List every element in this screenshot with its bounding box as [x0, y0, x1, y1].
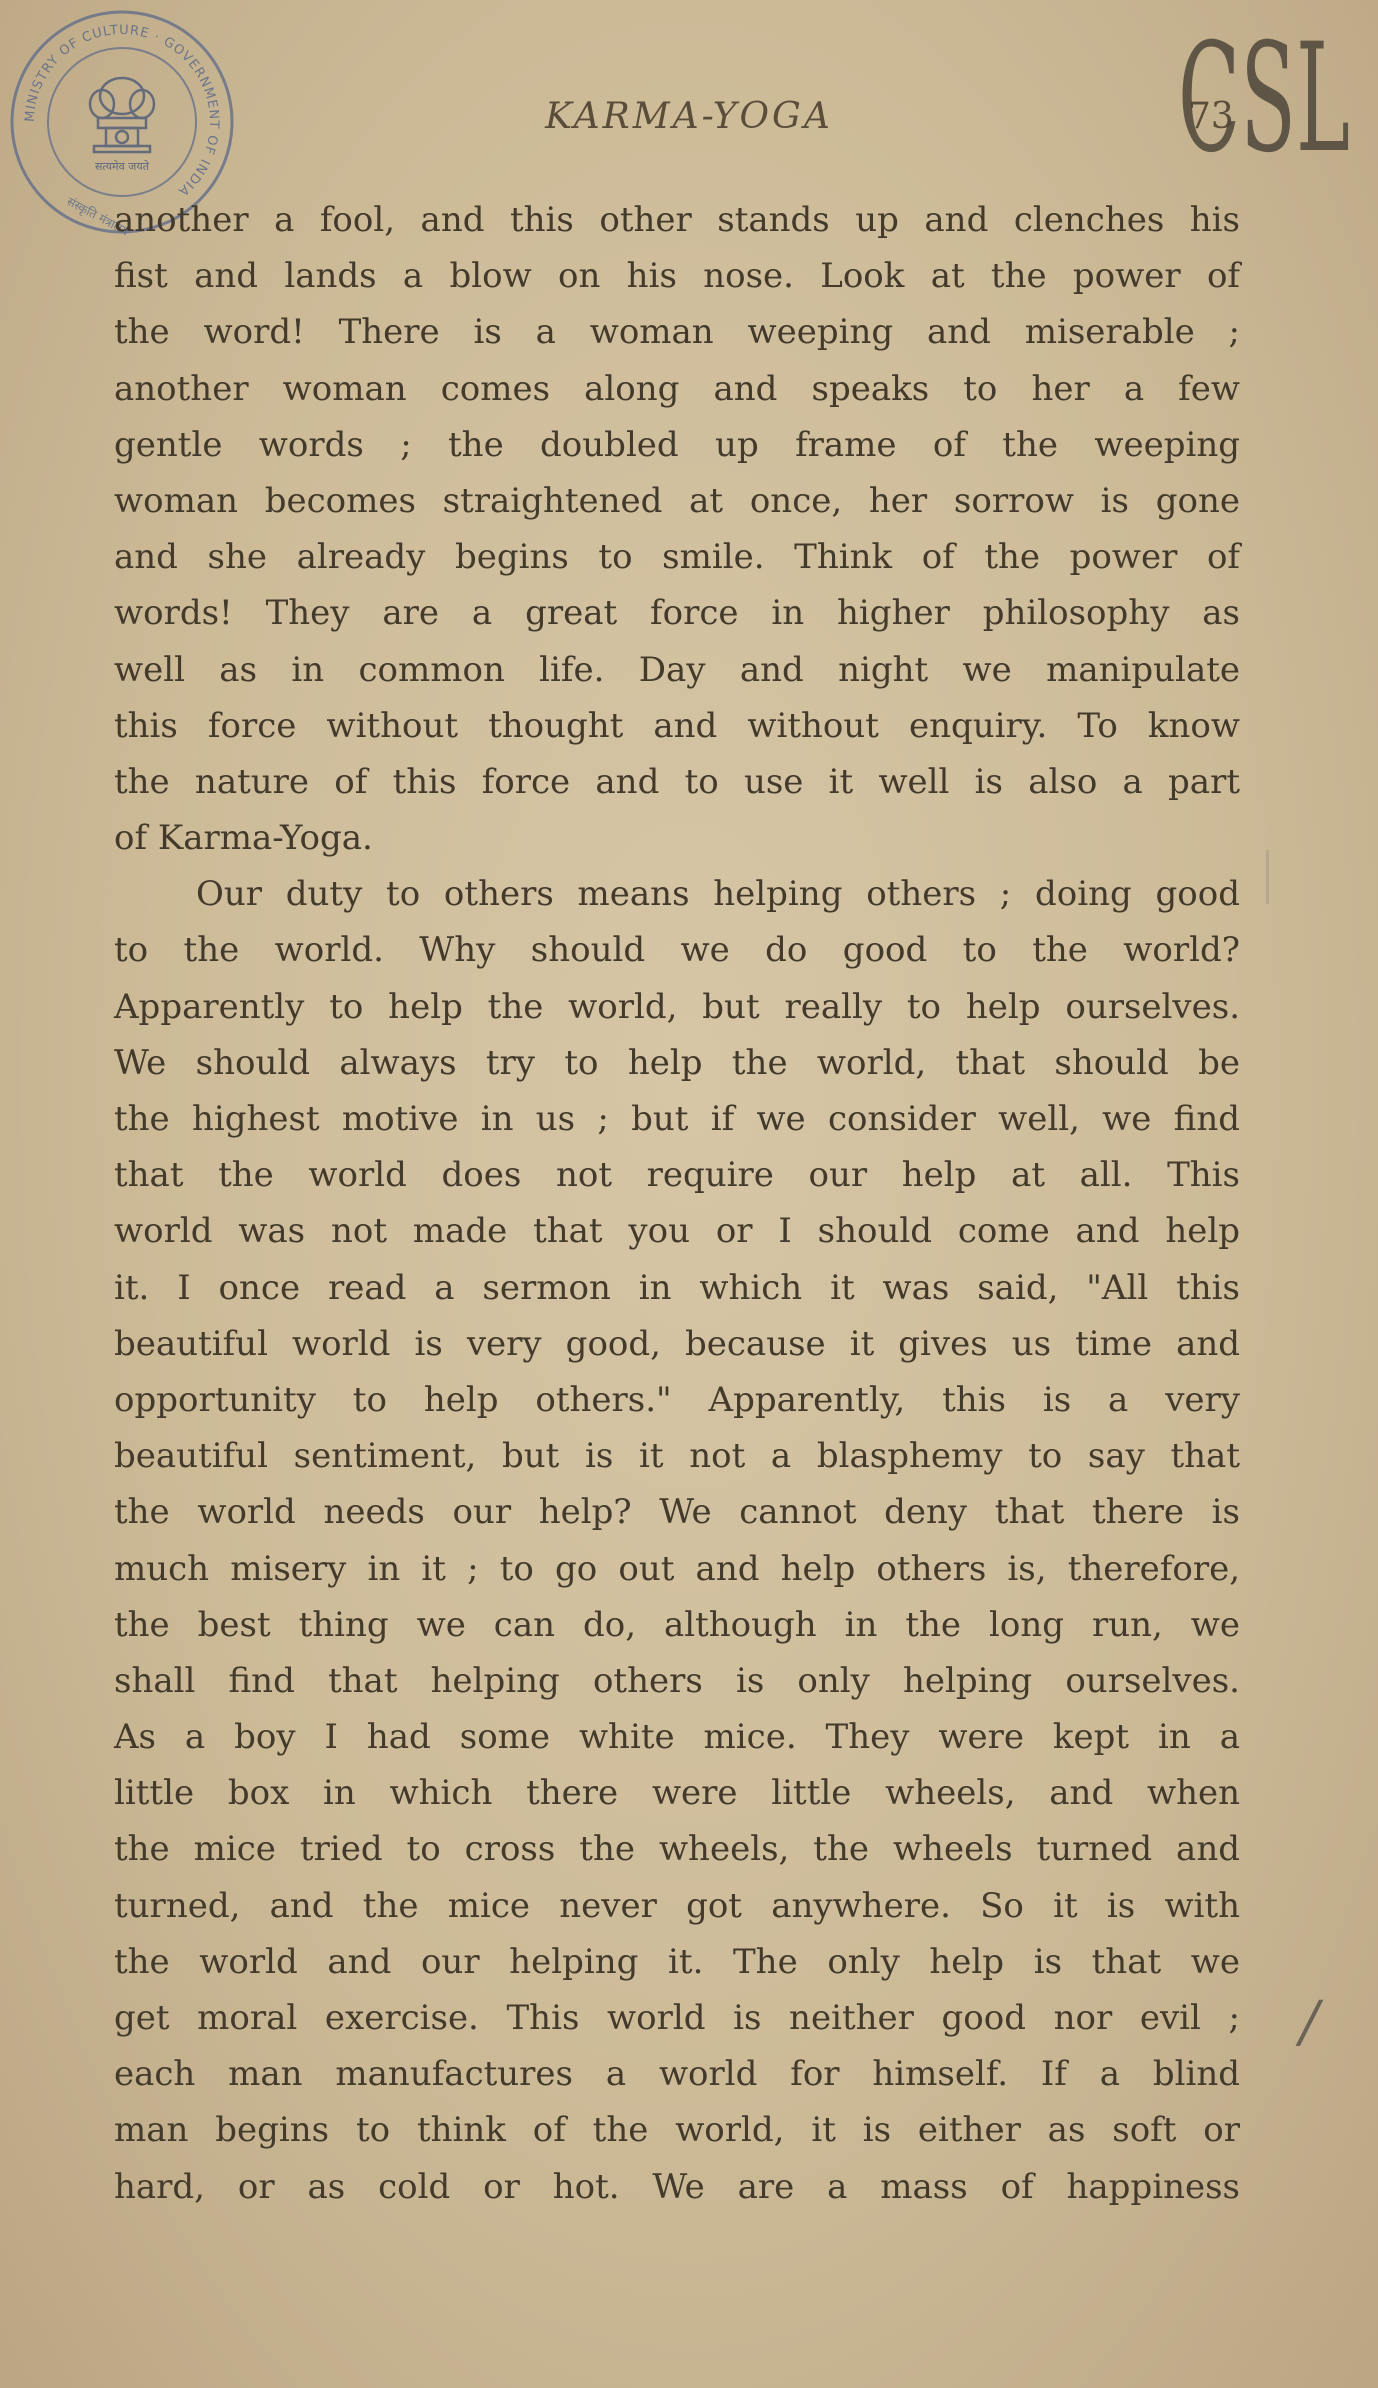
- text-line: As a boy I had some white mice. They were kept in a: [114, 1717, 1240, 1758]
- stamp-ring-text: MINISTRY OF CULTURE · GOVERNMENT OF INDIA: [22, 22, 222, 199]
- text-line: to the world. Why should we do good to the world?: [114, 930, 1240, 971]
- text-line: of Karma-Yoga.: [114, 818, 373, 859]
- page-number: 73: [1188, 96, 1234, 137]
- text-line: beautiful world is very good, because it gives us time and: [114, 1323, 1240, 1364]
- text-line: world was not made that you or I should come and help: [114, 1211, 1240, 1252]
- text-line: the nature of this force and to use it well is also a part: [114, 761, 1240, 802]
- margin-tick-mark-icon: /: [1300, 1990, 1319, 2055]
- text-line: little box in which there were little wheels, and when: [114, 1773, 1240, 1814]
- text-line: each man manufactures a world for himself. If a blind: [114, 2054, 1240, 2095]
- text-line: shall find that helping others is only helping ourselves.: [114, 1660, 1240, 1701]
- margin-pencil-stroke: [1266, 850, 1269, 904]
- running-title: KARMA-YOGA: [545, 96, 833, 137]
- page-body-text: [114, 192, 1240, 2215]
- text-line: get moral exercise. This world is neither good nor evil ;: [114, 1998, 1240, 2038]
- text-line: the world needs our help? We cannot deny that there is: [114, 1492, 1240, 1533]
- text-line: hard, or as cold or hot. We are a mass of happiness: [114, 2166, 1240, 2207]
- text-line: the world and our helping it. The only help is that we: [114, 1941, 1240, 1982]
- text-line: words! They are a great force in higher philosophy as: [114, 593, 1240, 634]
- paragraph-2: [114, 866, 1240, 2215]
- text-line: that the world does not require our help at all. This: [114, 1155, 1240, 1196]
- text-line: it. I once read a sermon in which it was said, "All this: [114, 1267, 1240, 1308]
- text-line: the word! There is a woman weeping and miserable ;: [114, 312, 1240, 353]
- stamp-hindi-text: संस्कृति मंत्रालय: [64, 194, 131, 238]
- text-line: turned, and the mice never got anywhere. So it is with: [114, 1885, 1240, 1926]
- csl-logo: [1178, 30, 1350, 190]
- csl-logo-letters: CSL: [1178, 30, 1350, 186]
- text-line: Apparently to help the world, but really to help ourselves.: [114, 986, 1240, 1027]
- text-line: much misery in it ; to go out and help others is, therefore,: [114, 1548, 1240, 1589]
- text-line: another a fool, and this other stands up and clenches his: [114, 200, 1240, 240]
- text-line: this force without thought and without enquiry. To know: [114, 705, 1240, 746]
- text-line: opportunity to help others." Apparently, this is a very: [114, 1379, 1240, 1420]
- stamp-motto: सत्यमेव जयते: [94, 160, 150, 173]
- text-line: another woman comes along and speaks to her a few: [114, 368, 1240, 409]
- text-line: We should always try to help the world, that should be: [114, 1042, 1240, 1083]
- text-line: gentle words ; the doubled up frame of the weeping: [114, 424, 1240, 465]
- text-line: the mice tried to cross the wheels, the wheels turned and: [114, 1829, 1240, 1870]
- text-line: beautiful sentiment, but is it not a blasphemy to say that: [114, 1436, 1240, 1477]
- text-line: fist and lands a blow on his nose. Look at the power of: [114, 256, 1240, 297]
- text-line: woman becomes straightened at once, her sorrow is gone: [114, 480, 1240, 521]
- text-line: well as in common life. Day and night we manipulate: [114, 649, 1240, 690]
- paragraph-1: [114, 192, 1240, 866]
- text-line: and she already begins to smile. Think of the power of: [114, 537, 1240, 578]
- text-line: the highest motive in us ; but if we consider well, we find: [114, 1099, 1240, 1139]
- text-line: Our duty to others means helping others ; doing good: [196, 874, 1240, 915]
- text-line: the best thing we can do, although in the long run, we: [114, 1604, 1240, 1645]
- text-line: man begins to think of the world, it is either as soft or: [114, 2110, 1240, 2151]
